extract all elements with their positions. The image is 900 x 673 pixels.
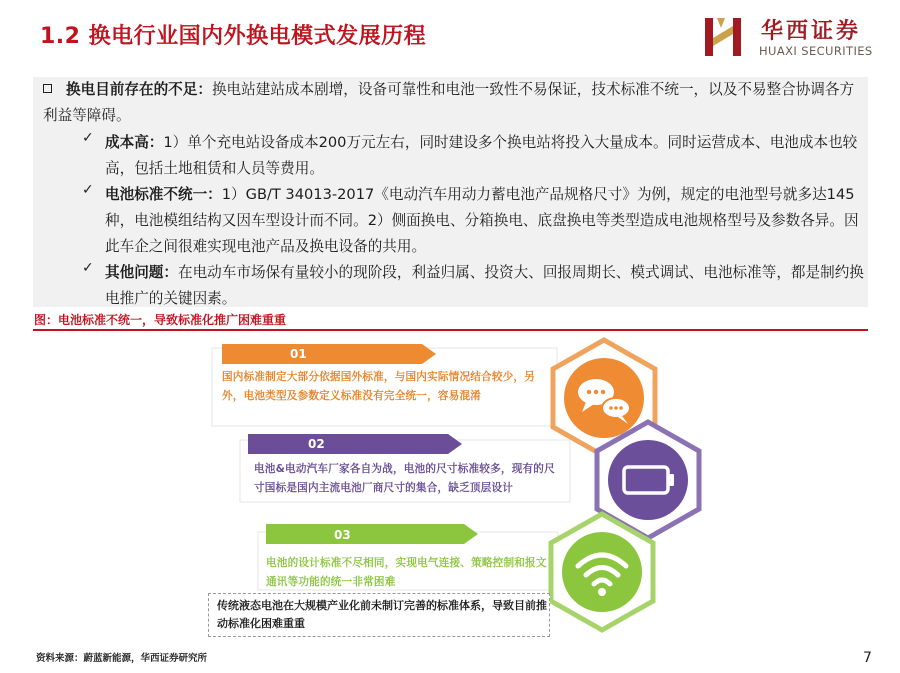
square-bullet-icon — [43, 84, 52, 93]
huaxi-logo-icon — [703, 14, 745, 60]
sub-point-standard — [105, 182, 865, 260]
page-number: 7 — [863, 650, 872, 666]
sub-point-cost-body: 1）单个充电站设备成本200万元左右，同时建设多个换电站将投入大量成本。同时运营成本、电池成本也较高，包括土地租赁和人员等费用。 — [105, 134, 858, 177]
sub-point-standard-body: 1）GB/T 34013-2017《电动汽车用动力蓄电池产品规格尺寸》为例，规定的电池型号就多达145种，电池模组结构又因车型设计而不同。2）侧面换电、分箱换电、底盘换电等类型造成电池规格型号及参数各异。因此车企之间很难实现电池产品及换电设备的共用。 — [105, 186, 859, 255]
page-title: 1.2 换电行业国内外换电模式发展历程 — [40, 24, 427, 49]
checkmark-icon: ✓ — [82, 130, 94, 146]
figure-caption: 图：电池标准不统一，导致标准化推广困难重重 — [34, 313, 287, 327]
item-02-number: 02 — [308, 437, 325, 451]
caption-divider — [33, 329, 868, 331]
checkmark-icon: ✓ — [82, 260, 94, 276]
sub-point-other-heading: 其他问题： — [105, 264, 178, 281]
company-logo — [703, 14, 883, 64]
summary-box — [33, 77, 868, 307]
conclusion-box — [208, 593, 550, 637]
item-03-text: 电池的设计标准不尽相同，实现电气连接、策略控制和报文通讯等功能的统一非常困难 — [266, 557, 547, 588]
item-02-text: 电池&电动汽车厂家各自为战，电池的尺寸标准较多，现有的尺寸国标是国内主流电池厂商尺寸的集合，缺乏顶层设计 — [254, 463, 555, 494]
sub-point-cost — [105, 130, 865, 182]
sub-point-cost-heading: 成本高： — [105, 134, 164, 151]
sub-point-other-body: 在电动车市场保有量较小的现阶段，利益归属、投资大、回报周期长、模式调试、电池标准等，都是制约换电推广的关键因素。 — [105, 264, 864, 307]
item-02-tab — [248, 434, 462, 454]
item-01-number: 01 — [290, 347, 307, 361]
item-03-number: 03 — [334, 528, 351, 542]
main-point-body: 换电站建站成本剧增，设备可靠性和电池一致性不易保证，技术标准不统一，以及不易整合协调各方利益等障碍。 — [43, 81, 855, 124]
checkmark-icon: ✓ — [82, 182, 94, 198]
logo-text-cn: 华西证券 — [761, 18, 862, 44]
conclusion-text: 传统液态电池在大规模产业化前未制订完善的标准体系，导致目前推动标准化困难重重 — [217, 599, 547, 630]
item-01-tab — [222, 344, 436, 364]
standards-diagram — [200, 336, 720, 641]
main-point-heading: 换电目前存在的不足： — [66, 81, 212, 98]
sub-point-other — [105, 260, 865, 312]
item-01-text: 国内标准制定大部分依据国外标准，与国内实际情况结合较少，另外，电池类型及参数定义标准没有完全统一，容易混淆 — [222, 371, 536, 402]
item-03-tab — [266, 524, 478, 544]
logo-text-en: HUAXI SECURITIES — [759, 44, 873, 58]
main-point — [43, 77, 865, 129]
source-note: 资料来源：蔚蓝新能源，华西证券研究所 — [36, 653, 208, 664]
sub-point-standard-heading: 电池标准不统一： — [105, 186, 222, 203]
